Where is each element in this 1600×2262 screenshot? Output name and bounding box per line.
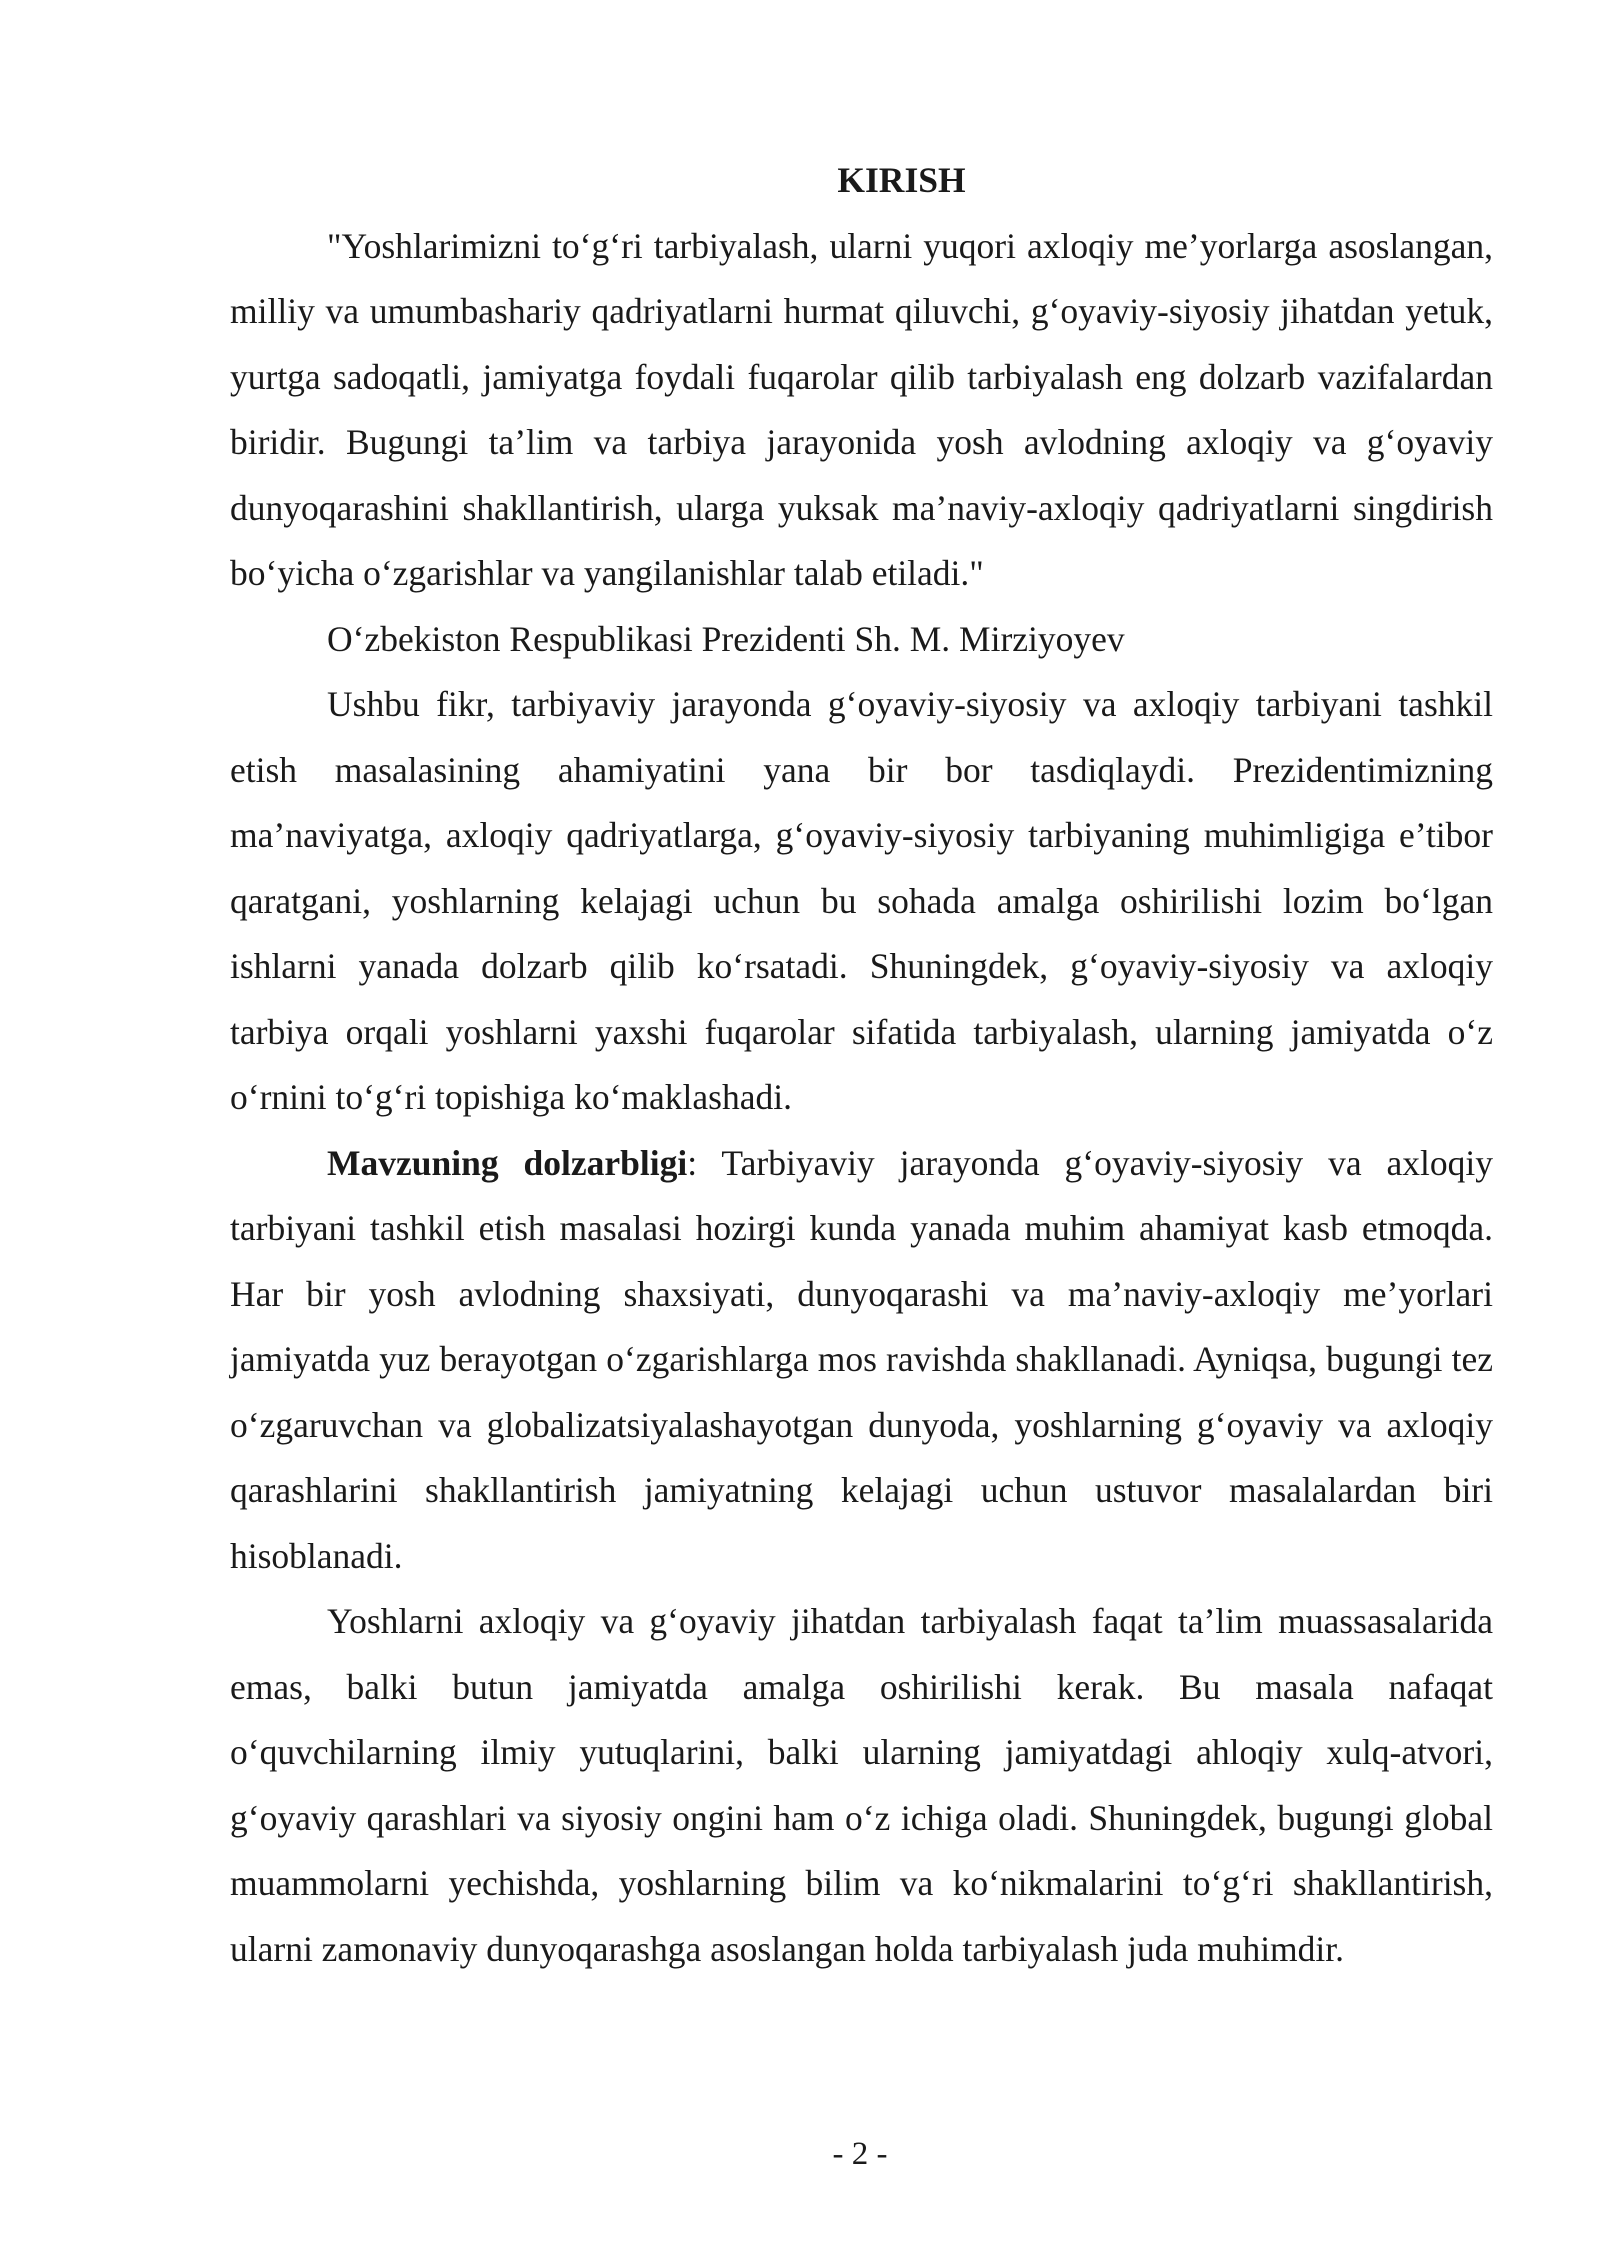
page-number: - 2 - <box>832 2136 888 2172</box>
paragraph-intro: Ushbu fikr, tarbiyaviy jarayonda g‘oyaviy-siyosiy va axloqiy tarbiyani tashkil etish masalasining ahamiyatini yana bir bor tasdiqlaydi. Prezidentimizning ma’naviyatga, axloqiy qadriyatlarga, g‘oyaviy-siyosiy tarbiyaning muhimligiga e’tibor qaratgani, yoshlarning kelajagi uchun bu sohada amalga oshirilishi lozim bo‘lgan ishlarni yanada dolzarb qilib ko‘rsatadi. Shuningdek, g‘oyaviy-siyosiy va axloqiy tarbiya orqali yoshlarni yaxshi fuqarolar sifatida tarbiyalash, ularning jamiyatda o‘z o‘rnini to‘g‘ri topishiga ko‘maklashadi. <box>230 684 1493 1117</box>
paragraph-relevance <box>230 1131 1493 1590</box>
page-content <box>230 148 1493 1982</box>
paragraph-upbringing: Yoshlarni axloqiy va g‘oyaviy jihatdan tarbiyalash faqat ta’lim muassasalarida emas, balki butun jamiyatda amalga oshirilishi kerak. Bu masala nafaqat o‘quvchilarning ilmiy yutuqlarini, balki ularning jamiyatdagi ahloqiy xulq-atvori, g‘oyaviy qarashlari va siyosiy ongini ham o‘z ichiga oladi. Shuningdek, bugungi global muammolarni yechishda, yoshlarning bilim va ko‘nikmalarini to‘g‘ri shakllantirish, ularni zamonaviy dunyoqarashga asoslangan holda tarbiyalash juda muhimdir. <box>230 1601 1493 1969</box>
presidential-quote: "Yoshlarimizni to‘g‘ri tarbiyalash, ularni yuqori axloqiy me’yorlarga asoslangan, milliy va umumbashariy qadriyatlarni hurmat qiluvchi, g‘oyaviy-siyosiy jihatdan yetuk, yurtga sadoqatli, jamiyatga foydali fuqarolar qilib tarbiyalash eng dolzarb vazifalardan biridir. Bugungi ta’lim va tarbiya jarayonida yosh avlodning axloqiy va g‘oyaviy dunyoqarashini shakllantirish, ularga yuksak ma’naviy-axloqiy qadriyatlarni singdirish bo‘yicha o‘zgarishlar va yangilanishlar talab etiladi." <box>230 225 1493 593</box>
relevance-label: Mavzuning dolzarbligi <box>327 1142 688 1183</box>
quote-author: O‘zbekiston Respublikasi Prezidenti Sh. M. Mirziyoyev <box>327 618 1125 659</box>
relevance-colon: : <box>687 1142 698 1183</box>
relevance-text: Tarbiyaviy jarayonda g‘oyaviy-siyosiy va axloqiy tarbiyani tashkil etish masalasi hozirgi kunda yanada muhim ahamiyat kasb etmoqda. Har bir yosh avlodning shaxsiyati, dunyoqarashi va ma’naviy-axloqiy me’yorlari jamiyatda yuz berayotgan o‘zgarishlarga mos ravishda shakllanadi. Ayniqsa, bugungi tez o‘zgaruvchan va globalizatsiyalashayotgan dunyoda, yoshlarning g‘oyaviy va axloqiy qarashlarini shakllantirish jamiyatning kelajagi uchun ustuvor masalalardan biri hisoblanadi. <box>230 1142 1493 1576</box>
section-title: KIRISH <box>837 160 966 200</box>
